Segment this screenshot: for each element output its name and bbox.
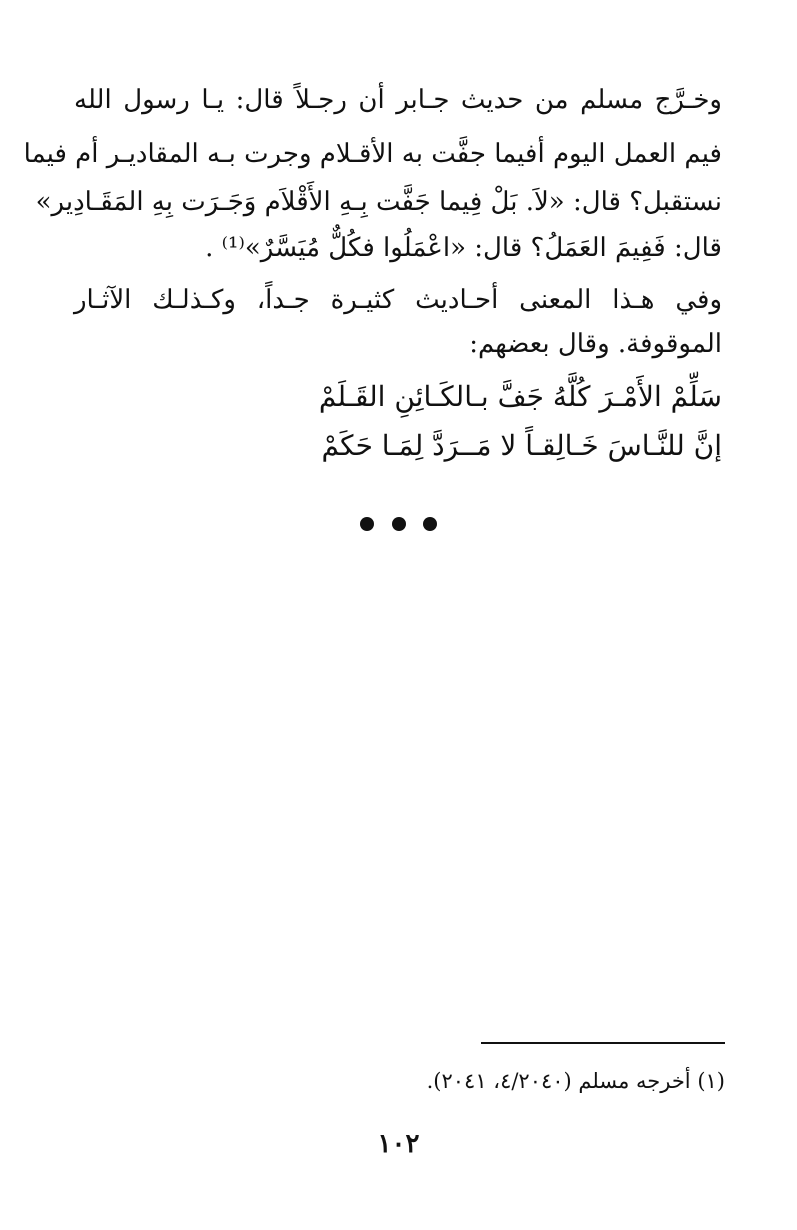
separator-dot-icon [360, 517, 374, 531]
verse-line-2: إنَّ للنَّـاسَ خَـالِقـاً لا مَــرَدَّ لِمَـا حَكَمْ [321, 429, 722, 462]
paragraph2-line-1: وفي هـذا المعنى أحـاديث كثيـرة جـداً، وكـذلـك الآثـار [74, 285, 722, 315]
separator-dot-icon [423, 517, 437, 531]
page-number: ١٠٢ [377, 1129, 420, 1159]
separator-dot-icon [392, 517, 406, 531]
footnote: (١) أخرجه مسلم (٤/٢٠٤٠، ٢٠٤١). [426, 1069, 725, 1093]
verse-line-1: سَلِّمْ الأَمْـرَ كُلَّهُ جَفَّ بـالكَـائِنِ القَـلَمْ [318, 380, 722, 413]
paragraph2-line-2: الموقوفة. وقال بعضهم: [469, 329, 722, 359]
footnote-divider [481, 1042, 725, 1044]
section-separator [0, 516, 797, 535]
paragraph-line-4: قال: فَفِيمَ العَمَلُ؟ قال: «اعْمَلُوا فكُلٌّ مُيَسَّرٌ»⁽¹⁾ . [205, 233, 722, 263]
paragraph-line-1: وخـرَّج مسلم من حديث جـابر أن رجـلاً قال: يـا رسول الله [74, 85, 722, 115]
paragraph-line-3: نستقبل؟ قال: «لاَ. بَلْ فِيما جَفَّت بِـهِ الأَقْلاَم وَجَـرَت بِهِ المَقَـادِير» [35, 187, 722, 217]
paragraph-line-2: فيم العمل اليوم أفيما جفَّت به الأقـلام وجرت بـه المقاديـر أم فيما [23, 139, 722, 169]
